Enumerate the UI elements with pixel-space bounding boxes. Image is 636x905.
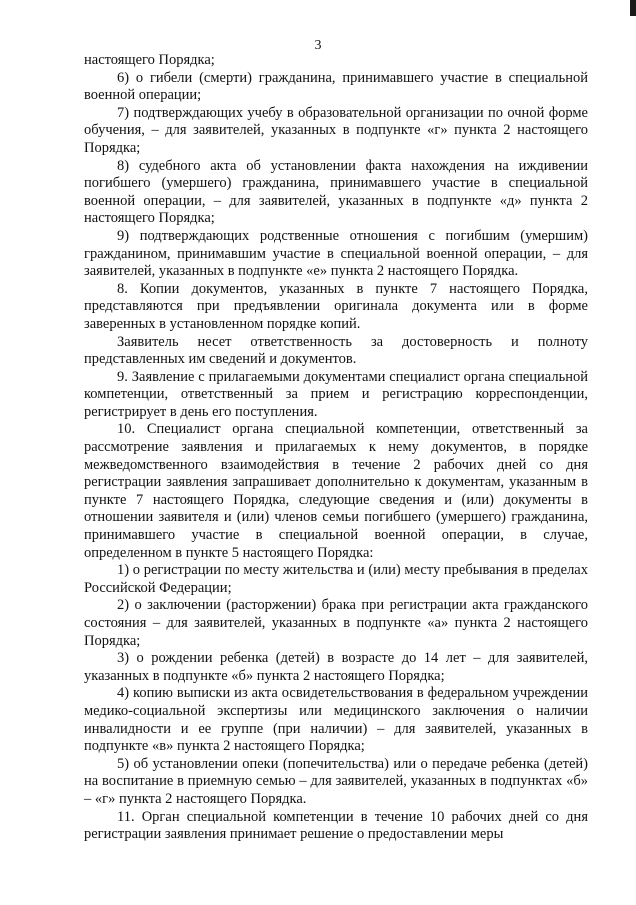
document-body (84, 52, 588, 844)
paragraph-responsibility: Заявитель несет ответственность за достоверность и полноту представленных им сведений и документов. (84, 333, 588, 368)
paragraph-clause-9: 9. Заявление с прилагаемыми документами специалист органа специальной компетенции, ответственный за прием и регистрацию корреспонденции, регистрирует в день его поступления. (84, 368, 588, 420)
paragraph-subitem-1: 1) о регистрации по месту жительства и (или) месту пребывания в пределах Российской Федерации; (84, 562, 588, 596)
page-number: 3 (314, 38, 322, 53)
paragraph-continuation: настоящего Порядка; (84, 52, 215, 68)
paragraph-subitem-3: 3) о рождении ребенка (детей) в возрасте до 14 лет – для заявителей, указанных в подпункте «б» пункта 2 настоящего Порядка; (84, 650, 588, 684)
scan-corner-mark (630, 0, 636, 16)
paragraph-clause-10: 10. Специалист органа специальной компетенции, ответственный за рассмотрение заявления и прилагаемых к нему документов, в порядке межведомственного взаимодействия в течение 2 рабочих дней со дня регистрации заявления запрашивает дополнительно к документам, указанным в пункте 7 настоящего Порядка, следующие сведения и (или) документы в отношении заявителя и (или) членов семьи погибшего (умершего) гражданина, принимавшего участие в специальной военной операции, в случае, определенном в пункте 5 настоящего Порядка: (84, 421, 588, 561)
paragraph-item-6: 6) о гибели (смерти) гражданина, принимавшего участие в специальной военной операции; (84, 69, 588, 104)
paragraph-item-9: 9) подтверждающих родственные отношения с погибшим (умершим) гражданином, принимавшим участие в специальной военной операции, – для заявителей, указанных в подпункте «е» пункта 2 настоящего Порядка. (84, 227, 588, 280)
paragraph-clause-8: 8. Копии документов, указанных в пункте 7 настоящего Порядка, представляются при предъявлении оригинала документа или в форме заверенных в установленном порядке копий. (84, 280, 588, 332)
paragraph-item-7: 7) подтверждающих учебу в образовательной организации по очной форме обучения, – для заявителей, указанных в подпункте «г» пункта 2 настоящего Порядка; (84, 104, 588, 156)
paragraph-subitem-4: 4) копию выписки из акта освидетельствования в федеральном учреждении медико-социальной экспертизы или медицинского заключения о наличии инвалидности и ее группе (при наличии) – для заявителей, указанных в подпункте «в» пункта 2 настоящего Порядка; (84, 685, 588, 755)
paragraph-clause-11: 11. Орган специальной компетенции в течение 10 рабочих дней со дня регистрации заявления принимает решение о предоставлении меры (84, 808, 588, 843)
paragraph-subitem-2: 2) о заключении (расторжении) брака при регистрации акта гражданского состояния – для заявителей, указанных в подпункте «а» пункта 2 настоящего Порядка; (84, 597, 588, 649)
paragraph-item-8: 8) судебного акта об установлении факта нахождения на иждивении погибшего (умершего) гражданина, принимавшего участие в специальной военной операции, – для заявителей, указанных в подпункте «д» пункта 2 настоящего Порядка; (84, 157, 588, 227)
paragraph-subitem-5: 5) об установлении опеки (попечительства) или о передаче ребенка (детей) на воспитание в приемную семью – для заявителей, указанных в подпунктах «б» – «г» пункта 2 настоящего Порядка. (84, 755, 588, 807)
